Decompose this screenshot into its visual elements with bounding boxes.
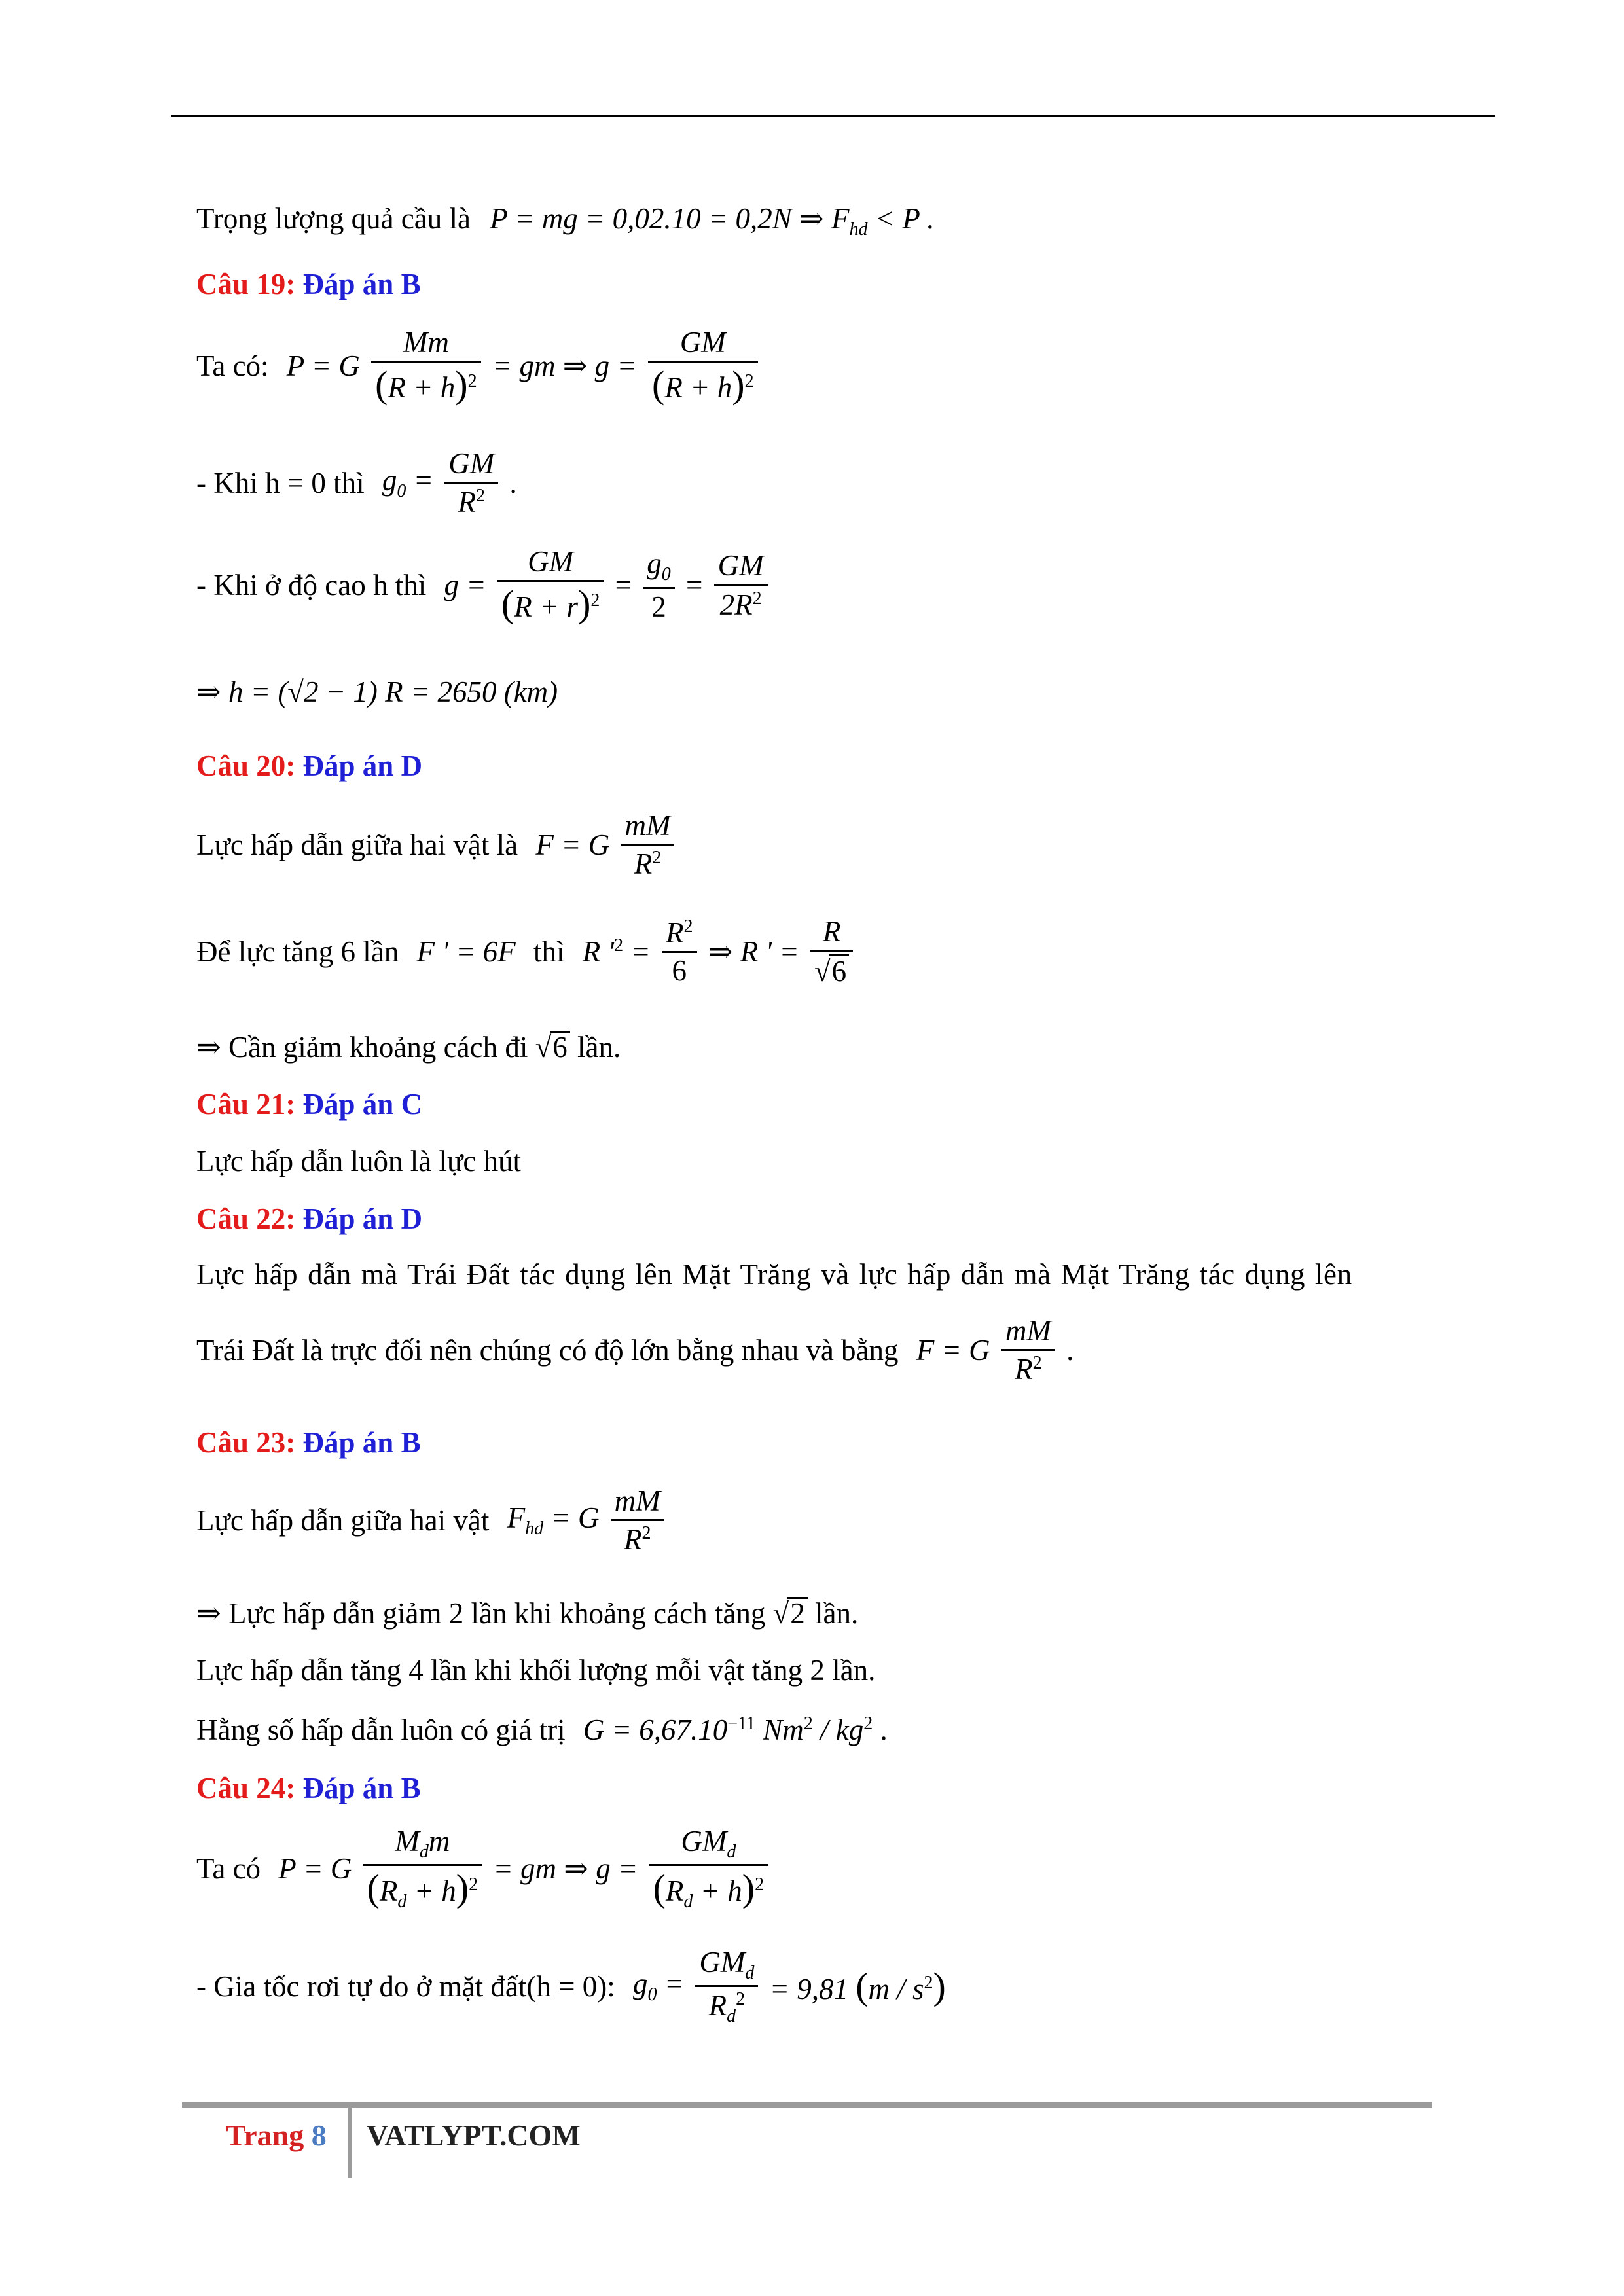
footer-divider: [348, 2102, 352, 2178]
question-heading: [196, 1090, 422, 1119]
question-heading: [196, 751, 422, 781]
text: ⇒ Lực hấp dẫn giảm 2 lần khi khoảng cách tăng: [196, 1597, 766, 1630]
fraction: $\frac{mM}{R^2}$: [611, 1486, 664, 1556]
sqrt-value: 2: [787, 1597, 808, 1628]
formula: = gm ⇒ g =: [493, 1852, 638, 1885]
sqrt-value: 6: [550, 1031, 570, 1062]
formula: F = G: [916, 1333, 990, 1367]
formula: P = G: [278, 1852, 352, 1885]
text: - Khi ở độ cao h thì: [196, 569, 427, 602]
text-line: ⇒ Lực hấp dẫn giảm 2 lần khi khoảng cách tăng √2 lần.: [196, 1597, 859, 1630]
page-number-value: 8: [311, 2119, 327, 2152]
text-line: [196, 327, 762, 405]
text-line: Hằng số hấp dẫn luôn có giá trị $G = 6,67.10^{-11}$ $Nm^2 / kg^2$ .: [196, 1713, 888, 1746]
text: - Khi h = 0 thì: [196, 466, 365, 499]
fraction: $\frac{mM}{R^2}$: [621, 810, 674, 880]
text: Ta có: [196, 1852, 261, 1885]
fraction: $\frac{mM}{R^2}$: [1001, 1316, 1055, 1386]
fraction: $\frac{M_dm}{(R_d + h)^2}$: [363, 1826, 482, 1912]
text: Ta có:: [196, 350, 269, 383]
formula: $g_0$ =: [632, 1967, 685, 2005]
fraction: $\frac{R}{√6}$: [810, 916, 853, 988]
text-line: - Khi h = 0 thì $g_0$ = $\frac{GM}{R^2}$ .: [196, 447, 517, 519]
question-heading: [196, 1774, 421, 1803]
text: thì: [533, 935, 565, 968]
text-line: [196, 1947, 946, 2026]
footer-rule: [182, 2102, 1432, 2108]
text: Lực hấp dẫn giữa hai vật: [196, 1503, 490, 1537]
formula: F = G: [535, 828, 610, 861]
text: Để lực tăng 6 lần: [196, 935, 399, 968]
page-number: [226, 2118, 327, 2153]
text: Hằng số hấp dẫn luôn có giá trị: [196, 1713, 566, 1746]
question-heading: [196, 1204, 422, 1234]
answer-label: Đáp án B: [302, 1772, 421, 1804]
answer-label: Đáp án D: [302, 1202, 423, 1235]
question-number: Câu 20:: [196, 749, 296, 782]
fraction: $\frac{GM}{(R + r)^2}$: [497, 547, 604, 624]
text: lần.: [577, 1031, 621, 1064]
text-line: [196, 204, 935, 239]
question-heading: [196, 270, 421, 299]
text: - Gia tốc rơi tự do ở mặt đất(h = 0):: [196, 1969, 615, 2003]
text: Trái Đất là trực đối nên chúng có độ lớn bằng nhau và bằng: [196, 1333, 899, 1367]
text: lần.: [815, 1597, 859, 1630]
formula: $g_0$ =: [382, 463, 433, 501]
text: Trọng lượng quả cầu là: [196, 202, 471, 235]
text-line: [196, 810, 678, 880]
text-line: [196, 916, 857, 988]
text-line: Lực hấp dẫn mà Trái Đất tác dụng lên Mặt Trăng và lực hấp dẫn mà Mặt Trăng tác dụng lên: [196, 1258, 1352, 1291]
fraction: $\frac{GM}{2R^2}$: [714, 550, 768, 620]
formula: = gm ⇒ g =: [492, 350, 637, 383]
text-line: ⇒ Cần giảm khoảng cách đi √6 lần.: [196, 1031, 621, 1064]
fraction: $\frac{GM_d}{(R_d + h)^2}$: [649, 1826, 768, 1912]
text-line: Trái Đất là trực đối nên chúng có độ lớn bằng nhau và bằng F = G $\frac{mM}{R^2}$ .: [196, 1314, 1074, 1386]
fraction: $\frac{GM}{R^2}$: [444, 448, 498, 518]
fraction: $\frac{GM}{(R + h)^2}$: [648, 327, 758, 405]
question-number: Câu 22:: [196, 1202, 296, 1235]
site-name: VATLYPT.COM: [367, 2119, 581, 2152]
text-line: [196, 1486, 668, 1556]
formula: F ' = 6F: [416, 935, 516, 968]
formula: = 9,81 $(m / s^2)$: [769, 1965, 946, 2008]
fraction: $\frac{Mm}{(R + h)^2}$: [371, 327, 481, 405]
formula: $F_{hd} = G$: [507, 1501, 600, 1539]
answer-label: Đáp án C: [302, 1088, 423, 1121]
formula: R '$^2$ =: [582, 935, 651, 969]
fraction: $\frac{R^2}{6}$: [662, 917, 697, 987]
formula: ⇒ h = (√2 − 1) R = 2650 (km): [196, 675, 558, 708]
page-label: Trang: [226, 2119, 304, 2152]
question-number: Câu 19:: [196, 268, 296, 300]
answer-label: Đáp án B: [302, 1426, 421, 1459]
text-line: [196, 1826, 772, 1912]
fraction: $\frac{GM_d}{R_d^2}$: [695, 1947, 758, 2026]
header-rule: [171, 115, 1495, 117]
text-line: Lực hấp dẫn tăng 4 lần khi khối lượng mỗi vật tăng 2 lần.: [196, 1654, 876, 1687]
formula: ⇒ R ' =: [708, 935, 799, 968]
answer-label: Đáp án D: [302, 749, 423, 782]
text: Lực hấp dẫn giữa hai vật là: [196, 828, 518, 861]
fraction: $\frac{g_0}{2}$: [643, 548, 675, 622]
formula: g =: [444, 569, 486, 602]
formula: P = G: [286, 350, 360, 383]
formula: $G = 6,67.10^{-11}$ $Nm^2 / kg^2$: [583, 1713, 873, 1746]
text-line: Lực hấp dẫn luôn là lực hút: [196, 1145, 522, 1177]
text-line: - Khi ở độ cao h thì g = $\frac{GM}{(R + r)^2}$ = $\frac{g_0}{2}$ = $\frac{GM}{2R^2}$: [196, 547, 772, 624]
question-heading: [196, 1428, 421, 1458]
question-number: Câu 23:: [196, 1426, 296, 1459]
formula: P = mg = 0,02.10 = 0,2N ⇒ $F_{hd} < P$ .: [490, 202, 935, 240]
answer-label: Đáp án B: [302, 268, 421, 300]
text: ⇒ Cần giảm khoảng cách đi: [196, 1031, 528, 1064]
question-number: Câu 24:: [196, 1772, 296, 1804]
question-number: Câu 21:: [196, 1088, 296, 1121]
